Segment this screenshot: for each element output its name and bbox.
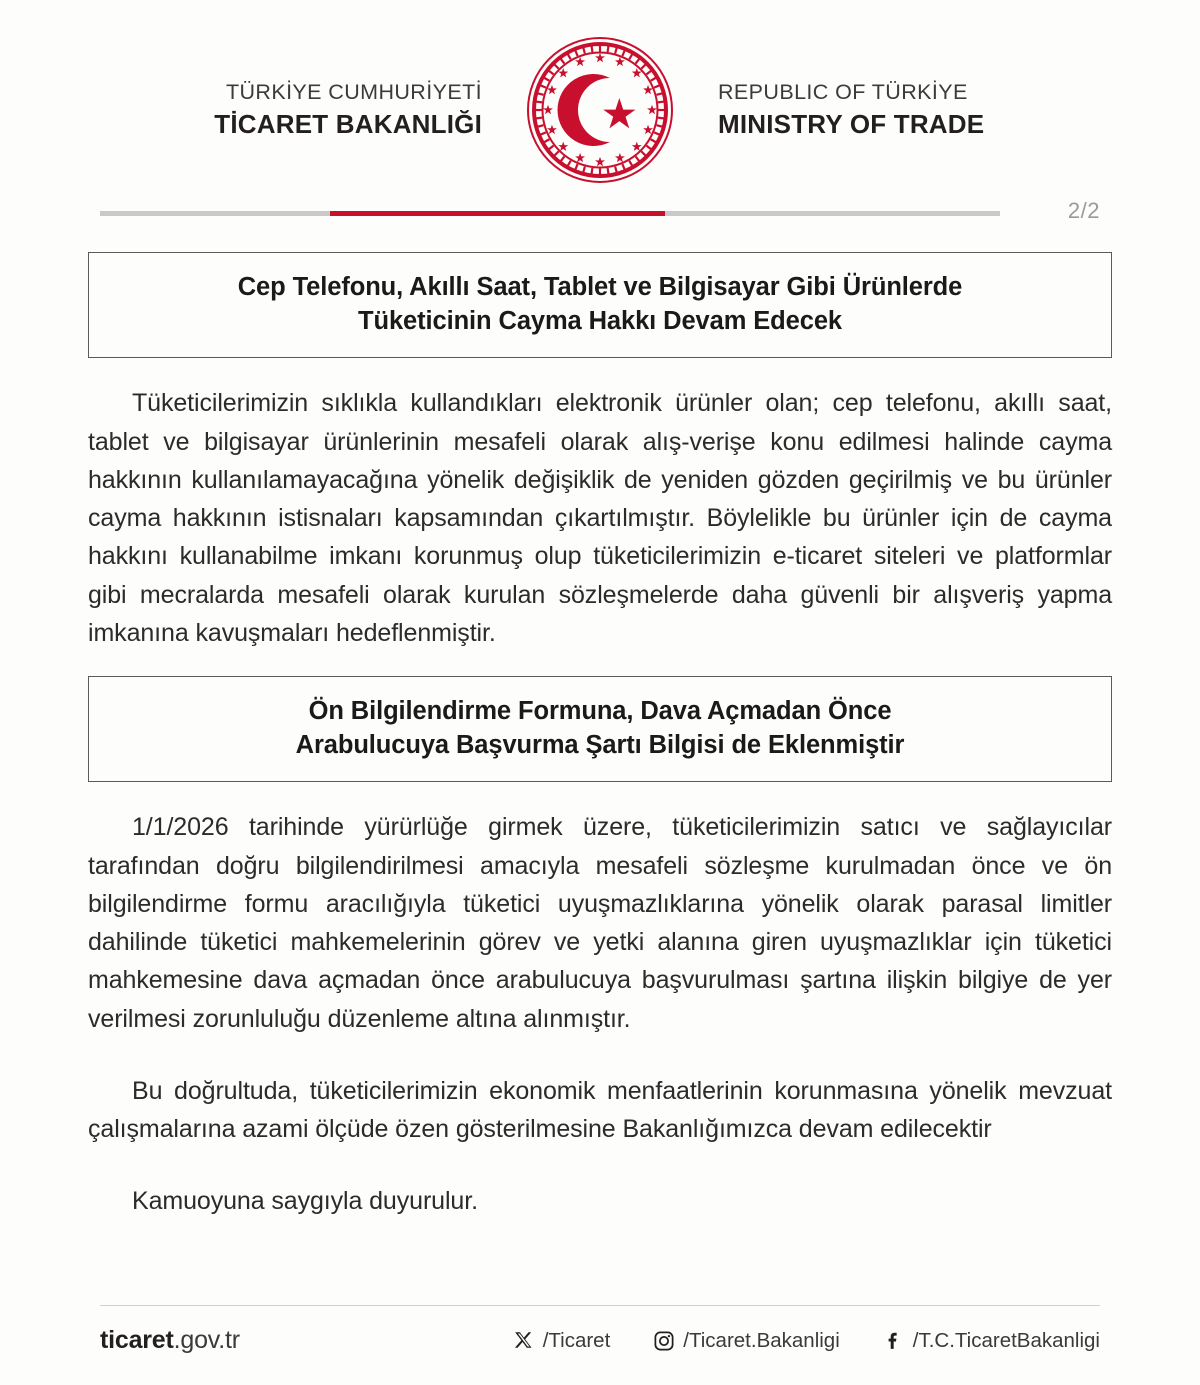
paragraph-closing: Kamuoyuna saygıyla duyurulur. (132, 1187, 478, 1216)
document-header (0, 0, 1200, 196)
section-title-line2: Arabulucuya Başvurma Şartı Bilgisi de Eklenmiştir (295, 731, 905, 760)
website-brand-rest: .gov.tr (173, 1326, 240, 1354)
section-title-box (88, 252, 1112, 358)
header-country-en: REPUBLIC OF TÜRKİYE (718, 80, 968, 105)
header-right-titles (676, 80, 1048, 139)
header-ministry-tr: TİCARET BAKANLIĞI (214, 108, 482, 139)
instagram-icon (652, 1329, 676, 1353)
website-brand-bold: ticaret (100, 1326, 174, 1354)
divider-accent (330, 211, 665, 216)
social-link-x[interactable] (512, 1329, 611, 1353)
page-number: 2/2 (1067, 198, 1100, 223)
section-title-line1: Cep Telefonu, Akıllı Saat, Tablet ve Bilgisayar Gibi Ürünlerde (237, 273, 963, 301)
social-handle-facebook: /T.C.TicaretBakanligi (912, 1328, 1100, 1352)
document-footer (0, 1305, 1200, 1385)
social-link-instagram[interactable] (652, 1329, 839, 1353)
social-link-facebook[interactable] (882, 1329, 1100, 1353)
header-country-tr: TÜRKİYE CUMHURİYETİ (225, 80, 482, 105)
website-brand[interactable] (100, 1326, 240, 1355)
facebook-icon (882, 1329, 906, 1353)
paragraph: 1/1/2026 tarihinde yürürlüğe girmek üzere, tüketicilerimizin satıcı ve sağlayıcılar tarafından doğru bilgilendirilmesi amacıyla mesafeli sözleşme kurulmadan önce ve ön bilgilendirme formu aracılığıyla tüketici uyuşmazlıklarına yönelik olarak parasal limitler dahilinde tüketici mahkemelerinin görev ve yetki alanına giren uyuşmazlıklar için tüketici mahkemesine dava açmadan önce arabulucuya başvurulması şartına ilişkin bilgiye de yer verilmesi zorunluluğu düzenleme altına alınmıştır. (88, 813, 1112, 1033)
paragraph: Tüketicilerimizin sıklıkla kullandıkları elektronik ürünler olan; cep telefonu, akıllı saat, tablet ve bilgisayar ürünlerinin mesafeli olarak alış-verişe konu edilmesi halinde cayma hakkının kullanılamayacağına yönelik değişiklik de yeniden gözden geçirilmiş ve bu ürünler cayma hakkının istisnaları kapsamından çıkartılmıştır. Böylelikle bu ürünler için de cayma hakkını kullanabilme imkanı korunmuş olup tüketicilerimizin e-ticaret siteleri ve platformlar gibi mecralarda mesafeli olarak kurulan sözleşmelerde daha güvenli bir alışveriş yapma imkanına kavuşmaları hedeflenmiştir. (88, 389, 1112, 647)
social-handle-instagram: /Ticaret.Bakanligi (683, 1328, 840, 1352)
header-left-titles (152, 80, 524, 139)
header-divider-row (100, 198, 1100, 234)
x-twitter-icon (512, 1329, 536, 1353)
turkish-state-emblem-icon (524, 34, 676, 186)
header-ministry-en: MINISTRY OF TRADE (718, 108, 985, 139)
paragraph: Bu doğrultuda, tüketicilerimizin ekonomik menfaatlerinin korunmasına yönelik mevzuat çalışmalarına azami ölçüde özen gösterilmesine Bakanlığımızca devam edilecektir (88, 1076, 1112, 1144)
section-title-box (88, 676, 1112, 782)
social-links (512, 1329, 1100, 1353)
document-body (88, 252, 1112, 1221)
footer-divider (100, 1305, 1100, 1307)
social-handle-x: /Ticaret (542, 1328, 611, 1352)
section-title-line1: Ön Bilgilendirme Formuna, Dava Açmadan Önce (308, 697, 892, 726)
section-title-line2: Tüketicinin Cayma Hakkı Devam Edecek (358, 307, 842, 336)
